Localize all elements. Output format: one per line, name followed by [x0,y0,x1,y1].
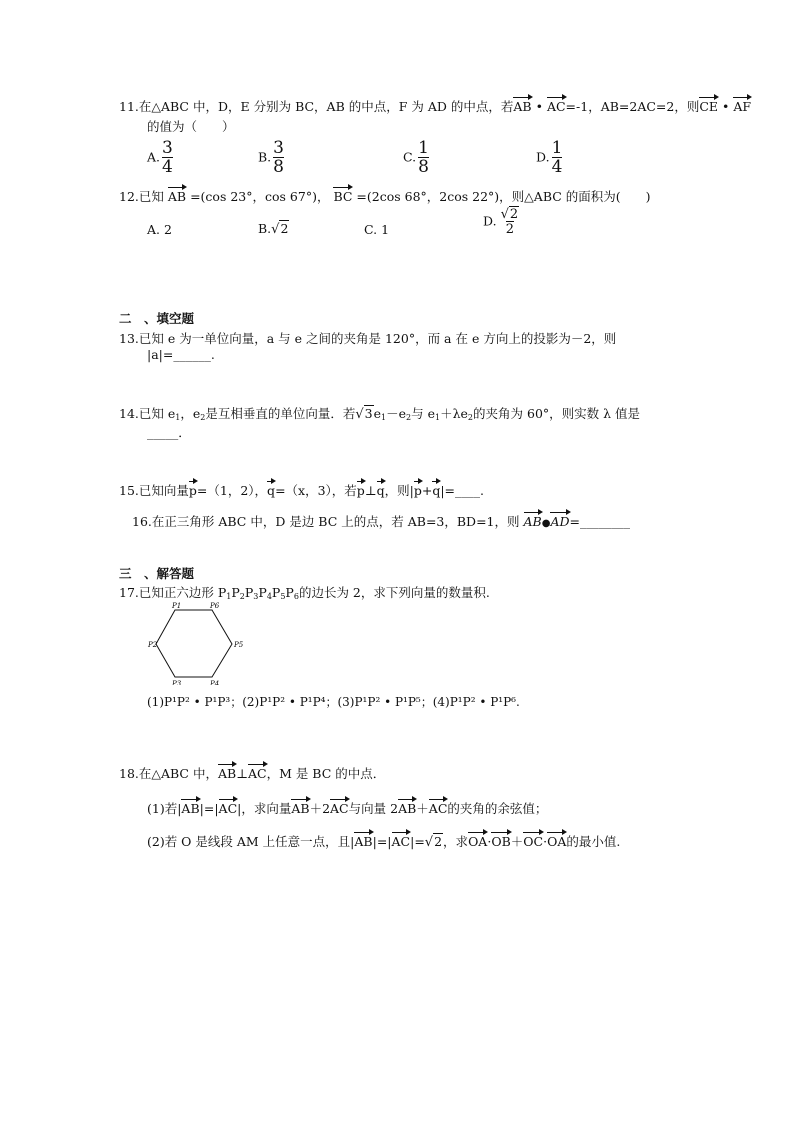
q12-stem: 12.已知 AB =(cos 23°，cos 67°)， BC =(2cos 68°，2cos 22°)，则△ABC 的面积为( ) [119,189,651,204]
hex-label-p4: P4 [210,680,220,685]
vector-ac: AC [546,99,566,114]
q17-parts: (1)P¹P² • P¹P³；(2)P¹P² • P¹P⁴；(3)P¹P² • P¹P⁵；(4)P¹P² • P¹P⁶. [147,695,520,709]
q18-part2: (2)若 O 是线段 AM 上任意一点，且|AB|=|AC|=√2，求OA·OB＋OC·OA的最小值. [147,834,621,850]
vector-ab: AB [523,514,542,529]
q11-stem-line2: 的值为（ ） [147,119,235,134]
q16-stem: 16.在正三角形 ABC 中，D 是边 BC 上的点，若 AB=3，BD=1，则 AB●AD=________ [132,514,630,529]
q14-line1: 14.已知 $e_1$，$e_2$是互相垂直的单位向量．若$√3e_1-e_2$与 $e_1+\lambda e_2$的夹角为 60°，则实数 λ 值是 [119,406,641,422]
q18-stem: 18.在△ABC 中，AB⊥AC，M 是 BC 的中点． [119,766,386,781]
hex-label-p6: P6 [210,602,220,610]
hex-label-p3: P3 [172,680,182,685]
hex-label-p5: P5 [234,641,244,649]
q11-option-d: D. $\frac{1}{4}$ [536,138,563,177]
q17-stem: 17.已知正六边形 $P_1P_2P_3P_4P_5P_6$的边长为 2，求下列向量的数量积. [119,585,490,601]
vector-ad: AD [550,514,570,529]
q15-stem: 15.已知向量p=（1，2），q=（x，3），若p⊥q，则|p+q|=____. [119,483,484,498]
q11-option-a: A. $\frac{3}{4}$ [147,138,173,177]
vector-af: AF [733,99,752,114]
q11-option-c: C. $\frac{1}{8}$ [403,138,429,177]
q11-stem: 11.在△ABC 中，D，E 分别为 BC，AB 的中点，F 为 AD 的中点，若AB • AC=-1，AB=2AC=2，则CE • AF [119,99,752,114]
q13-line2: |a|=______. [147,347,215,362]
q18-part1: (1)若|AB|=|AC|，求向量AB＋2AC与向量 2AB＋AC的夹角的余弦值； [147,801,548,816]
hex-label-p2: P2 [148,641,158,649]
hexagon-diagram [140,600,250,685]
vector-bc: BC [333,189,353,204]
hex-label-p1: P1 [172,602,182,610]
q13-line1: 13.已知 e 为一单位向量，a 与 e 之间的夹角是 120°，而 a 在 e 方向上的投影为－2，则 [119,331,617,346]
section-title-solve: 三 、解答题 [119,566,195,581]
q12-option-d: D. $\frac{√2}{2}$ [483,207,519,237]
section-title-fill-in: 二 、填空题 [119,311,195,326]
q11-option-b: B. $\frac{3}{8}$ [258,138,284,177]
vector-ce: CE [699,99,719,114]
q12-option-c: C. 1 [364,222,390,237]
vector-ab: AB [513,99,532,114]
q14-line2: _____． [147,425,191,440]
vector-ab: AB [167,189,187,204]
q12-option-a: A. 2 [147,222,172,237]
q12-option-b: B.√2 [258,221,289,237]
hexagon-shape [156,610,232,677]
